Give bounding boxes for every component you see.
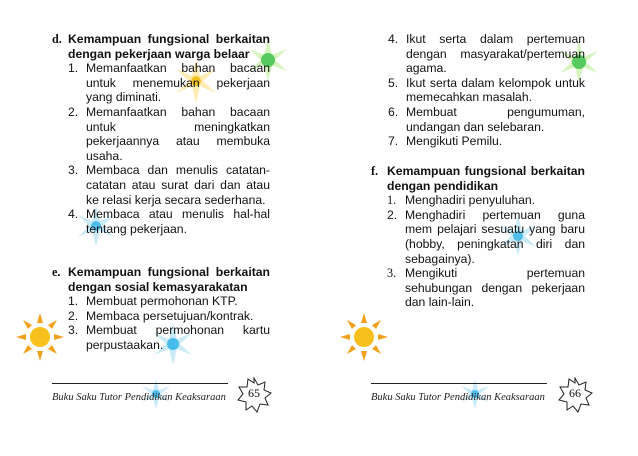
numbered-list (68, 61, 270, 236)
list-item: 4. Ikut serta dalam pertemuan dengan masyarakat/pertemuan agama. (388, 32, 585, 76)
list-item: 3. Membuat permohonan kartu perpustaakan. (68, 323, 270, 352)
section-d-heading (52, 32, 270, 61)
list-item: 7. Mengikuti Pemilu. (388, 134, 503, 149)
list-item: 2. Menghadiri pertemuan guna mem pelajari sesuatu yang baru (hobby, peningkatan diri dan sebagainya). (387, 207, 585, 266)
footer-rule (52, 383, 228, 384)
right-page (319, 0, 638, 456)
footer-book-title: Buku Saku Tutor Pendidikan Keaksaraan (52, 392, 226, 403)
list-item: 2. Memanfaatkan bahan bacaan untuk meningkatkan pekerjaannya atau membuka usaha. (68, 104, 270, 163)
page-number: 66 (569, 386, 581, 400)
list-item: 4. Membaca atau menulis hal-hal tentang pekerjaan. (68, 207, 270, 236)
section-d (52, 32, 270, 236)
list-item: 1. Menghadiri penyuluhan. (387, 193, 536, 208)
sun-icon (339, 312, 389, 362)
section-letter: d. (52, 32, 62, 46)
section-letter: e. (52, 265, 61, 279)
list-item: 3. Mengikuti pertemuan sehubungan dengan pekerjaan dan lain-lain. (387, 266, 585, 310)
section-title: Kemampuan fungsional berkaitan dengan sosial kemasyarakatan (68, 265, 270, 294)
footer-rule (371, 383, 547, 384)
list-item: 1. Membuat permohonan KTP. (68, 294, 238, 309)
continued-list (388, 32, 585, 149)
section-f-heading (371, 164, 585, 193)
section-letter: f. (371, 164, 379, 178)
list-item: 1. Memanfaatkan bahan bacaan untuk menemukan pekerjaan yang diminati. (68, 61, 270, 105)
list-item: 3. Membaca dan menulis catatan-catatan atau surat dari dan atau ke relasi kerja secara sederhana. (68, 163, 270, 207)
page-footer (371, 383, 601, 413)
list-item: 2. Membaca persetujuan/kontrak. (68, 308, 254, 323)
numbered-list (68, 294, 270, 352)
page-footer (52, 383, 277, 413)
footer-book-title: Buku Saku Tutor Pendidikan Keaksaraan (371, 392, 545, 403)
page-number-badge (236, 377, 272, 413)
page-number-badge (557, 377, 593, 413)
page-number: 65 (248, 386, 260, 400)
list-item: 5. Ikut serta dalam kelompok untuk memecahkan masalah. (388, 75, 585, 105)
section-f (371, 164, 585, 310)
numbered-list (387, 193, 585, 310)
list-item: 6. Membuat pengumuman, undangan dan selebaran. (388, 104, 585, 134)
section-title: Kemampuan fungsional berkaitan dengan pekerjaan warga belaar (68, 32, 270, 61)
section-title: Kemampuan fungsional berkaitan dengan pendidikan (387, 164, 585, 193)
section-e (52, 265, 270, 353)
section-e-heading (52, 265, 270, 294)
